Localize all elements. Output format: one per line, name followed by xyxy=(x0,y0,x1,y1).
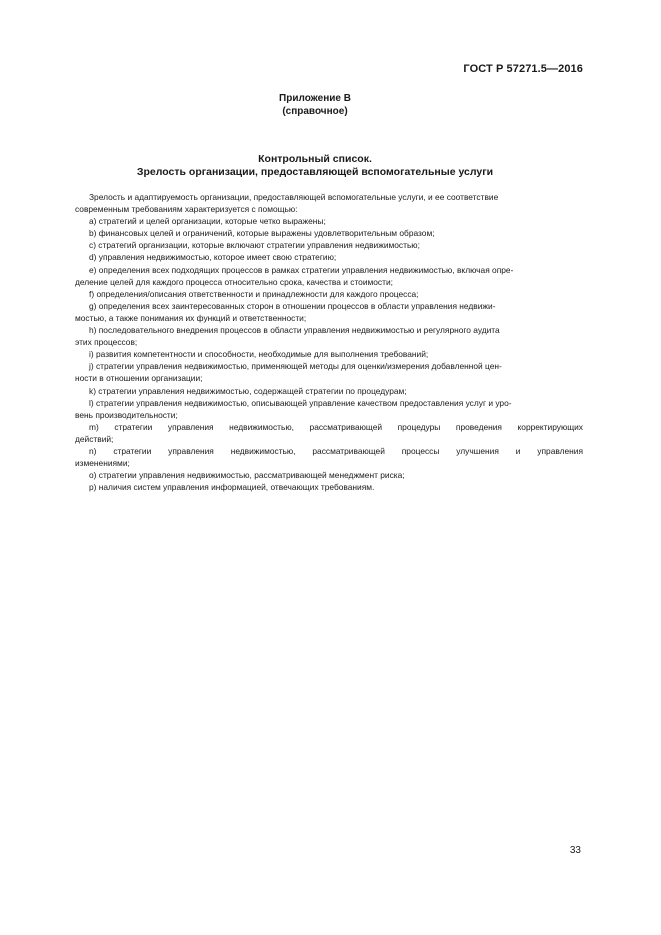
heading-line-2: Зрелость организации, предоставляющей вспомогательные услуги xyxy=(136,166,494,178)
list-item-j-line-1: j) стратегии управления недвижимостью, применяющей методы для оценки/измерения добавленной цен- xyxy=(89,361,502,372)
heading-line-1: Контрольный список. xyxy=(258,153,372,165)
list-item-c: c) стратегий организации, которые включают стратегии управления недвижимостью; xyxy=(89,240,420,251)
list-item-b: b) финансовых целей и ограничений, которые выражены удовлетворительным образом; xyxy=(89,228,435,239)
section-heading xyxy=(0,153,630,179)
list-item-d: d) управления недвижимостью, которое имеет свою стратегию; xyxy=(89,252,337,263)
annex-subtitle: (справочное) xyxy=(282,106,348,117)
intro-line-2: современным требованиям характеризуется с помощью: xyxy=(75,204,298,215)
document-code: ГОСТ Р 57271.5—2016 xyxy=(463,63,583,75)
list-item-j-line-2: ности в отношении организации; xyxy=(75,373,203,384)
annex-header xyxy=(0,92,630,118)
list-item-f: f) определения/описания ответственности и принадлежности для каждого процесса; xyxy=(89,288,419,299)
list-item-e-line-2: деление целей для каждого процесса относительно срока, качества и стоимости; xyxy=(75,276,393,287)
list-item-g-line-2: мостью, а также понимания их функций и ответственности; xyxy=(75,312,307,323)
list-item-n-line-1: n) стратегии управления недвижимостью, рассматривающей процессы улучшения и управления xyxy=(89,445,583,456)
list-item-m-line-2: действий; xyxy=(75,433,114,444)
list-item-i: i) развития компетентности и способности, необходимые для выполнения требований; xyxy=(89,349,429,360)
list-item-o: o) стратегии управления недвижимостью, рассматривающей менеджмент риска; xyxy=(89,470,405,481)
list-item-h-line-2: этих процессов; xyxy=(75,337,138,348)
list-item-k: k) стратегии управления недвижимостью, содержащей стратегии по процедурам; xyxy=(89,385,407,396)
list-item-l-line-2: вень производительности; xyxy=(75,409,178,420)
list-item-g-line-1: g) определения всех заинтересованных сторон в отношении процессов в области управления недвижи- xyxy=(89,300,496,311)
page-number: 33 xyxy=(569,845,581,856)
list-item-p: p) наличия систем управления информацией, отвечающих требованиям. xyxy=(89,482,375,493)
list-item-h-line-1: h) последовательного внедрения процессов в области управления недвижимостью и регулярного аудита xyxy=(89,325,500,336)
intro-line-1: Зрелость и адаптируемость организации, предоставляющей вспомогательные услуги, и ее соответствие xyxy=(89,192,499,202)
checklist-body xyxy=(75,191,583,493)
annex-title: Приложение В xyxy=(279,93,351,104)
list-item-l-line-1: l) стратегии управления недвижимостью, описывающей управление качеством предоставления услуг и уро- xyxy=(89,397,512,408)
list-item-n-line-2: изменениями; xyxy=(75,458,130,469)
list-item-m-line-1: m) стратегии управления недвижимостью, рассматривающей процедуры проведения корректирующих xyxy=(89,421,583,432)
list-item-a: a) стратегий и целей организации, которые четко выражены; xyxy=(89,216,326,227)
list-item-e-line-1: e) определения всех подходящих процессов в рамках стратегии управления недвижимостью, включая опре- xyxy=(89,264,514,275)
